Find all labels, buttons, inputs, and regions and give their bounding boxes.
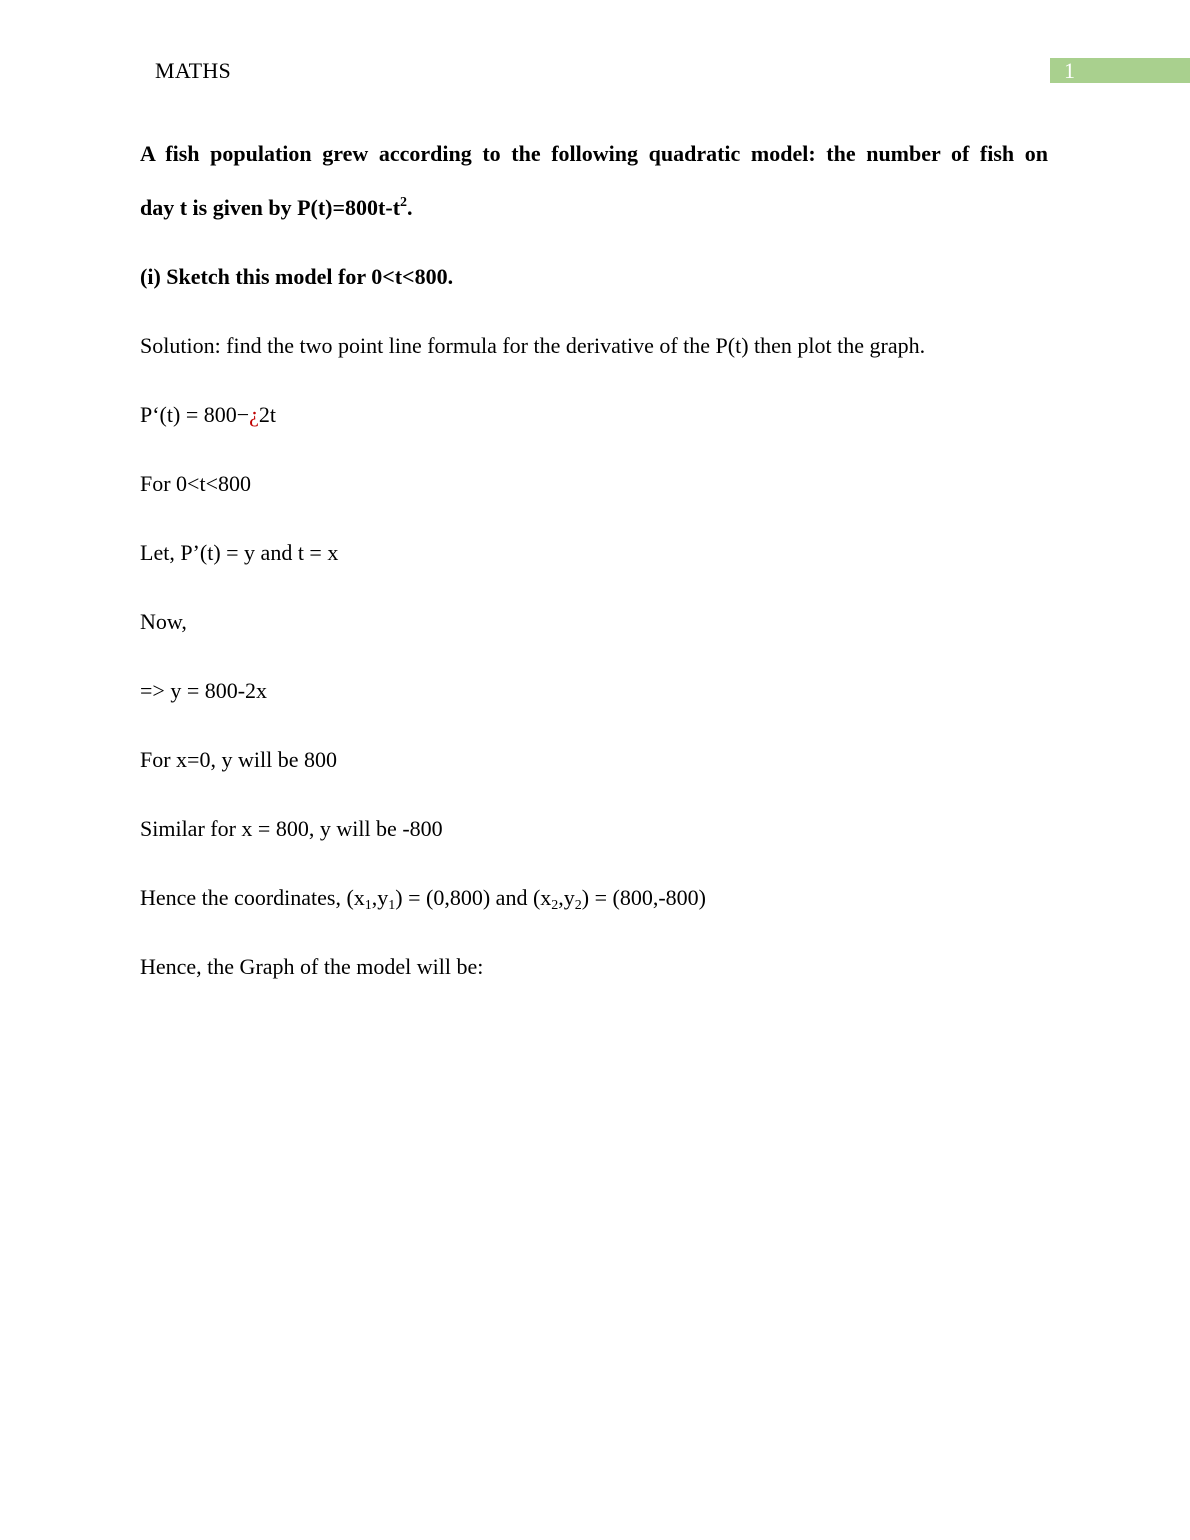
equation-line: => y = 800-2x xyxy=(140,678,268,703)
range-line: For 0<t<800 xyxy=(140,471,251,496)
coords-sub-3: 2 xyxy=(551,898,559,913)
coords-sub-4: 2 xyxy=(574,898,582,913)
derivative-end: 2t xyxy=(258,402,277,427)
page-number-band xyxy=(1050,58,1190,83)
coords-sub-1: 1 xyxy=(364,898,372,913)
derivative-glyph: ¿ xyxy=(249,402,259,427)
coords-text-2: ,y xyxy=(371,885,389,910)
coords-text-5: ) = (800,-800) xyxy=(581,885,706,910)
question-line-2-end: . xyxy=(407,195,413,220)
derivative-text: P‘(t) = 800− xyxy=(140,402,250,427)
now-line: Now, xyxy=(140,609,187,634)
question-line-1: A fish population grew according to the following quadratic model: the number of fish on xyxy=(140,141,1048,166)
part-i-heading: (i) Sketch this model for 0<t<800. xyxy=(140,264,454,289)
coords-text-4: ,y xyxy=(558,885,575,910)
coords-text-1: Hence the coordinates, (x xyxy=(140,885,365,910)
graph-intro-line: Hence, the Graph of the model will be: xyxy=(140,954,484,979)
x0-line: For x=0, y will be 800 xyxy=(140,747,337,772)
derivative-line xyxy=(140,402,276,428)
question-line-2 xyxy=(140,195,413,221)
page-number: 1 xyxy=(1064,58,1075,83)
x800-line: Similar for x = 800, y will be -800 xyxy=(140,816,443,841)
coordinates-line xyxy=(140,885,706,911)
let-line: Let, P’(t) = y and t = x xyxy=(140,540,339,565)
coords-sub-2: 1 xyxy=(388,898,396,913)
header-title: MATHS xyxy=(155,58,232,83)
coords-text-3: ) = (0,800) and (x xyxy=(395,885,552,910)
solution-intro: Solution: find the two point line formula for the derivative of the P(t) then plot the graph. xyxy=(140,333,926,358)
superscript-2: 2 xyxy=(400,195,408,210)
question-line-2-text: day t is given by P(t)=800t-t xyxy=(140,195,401,220)
